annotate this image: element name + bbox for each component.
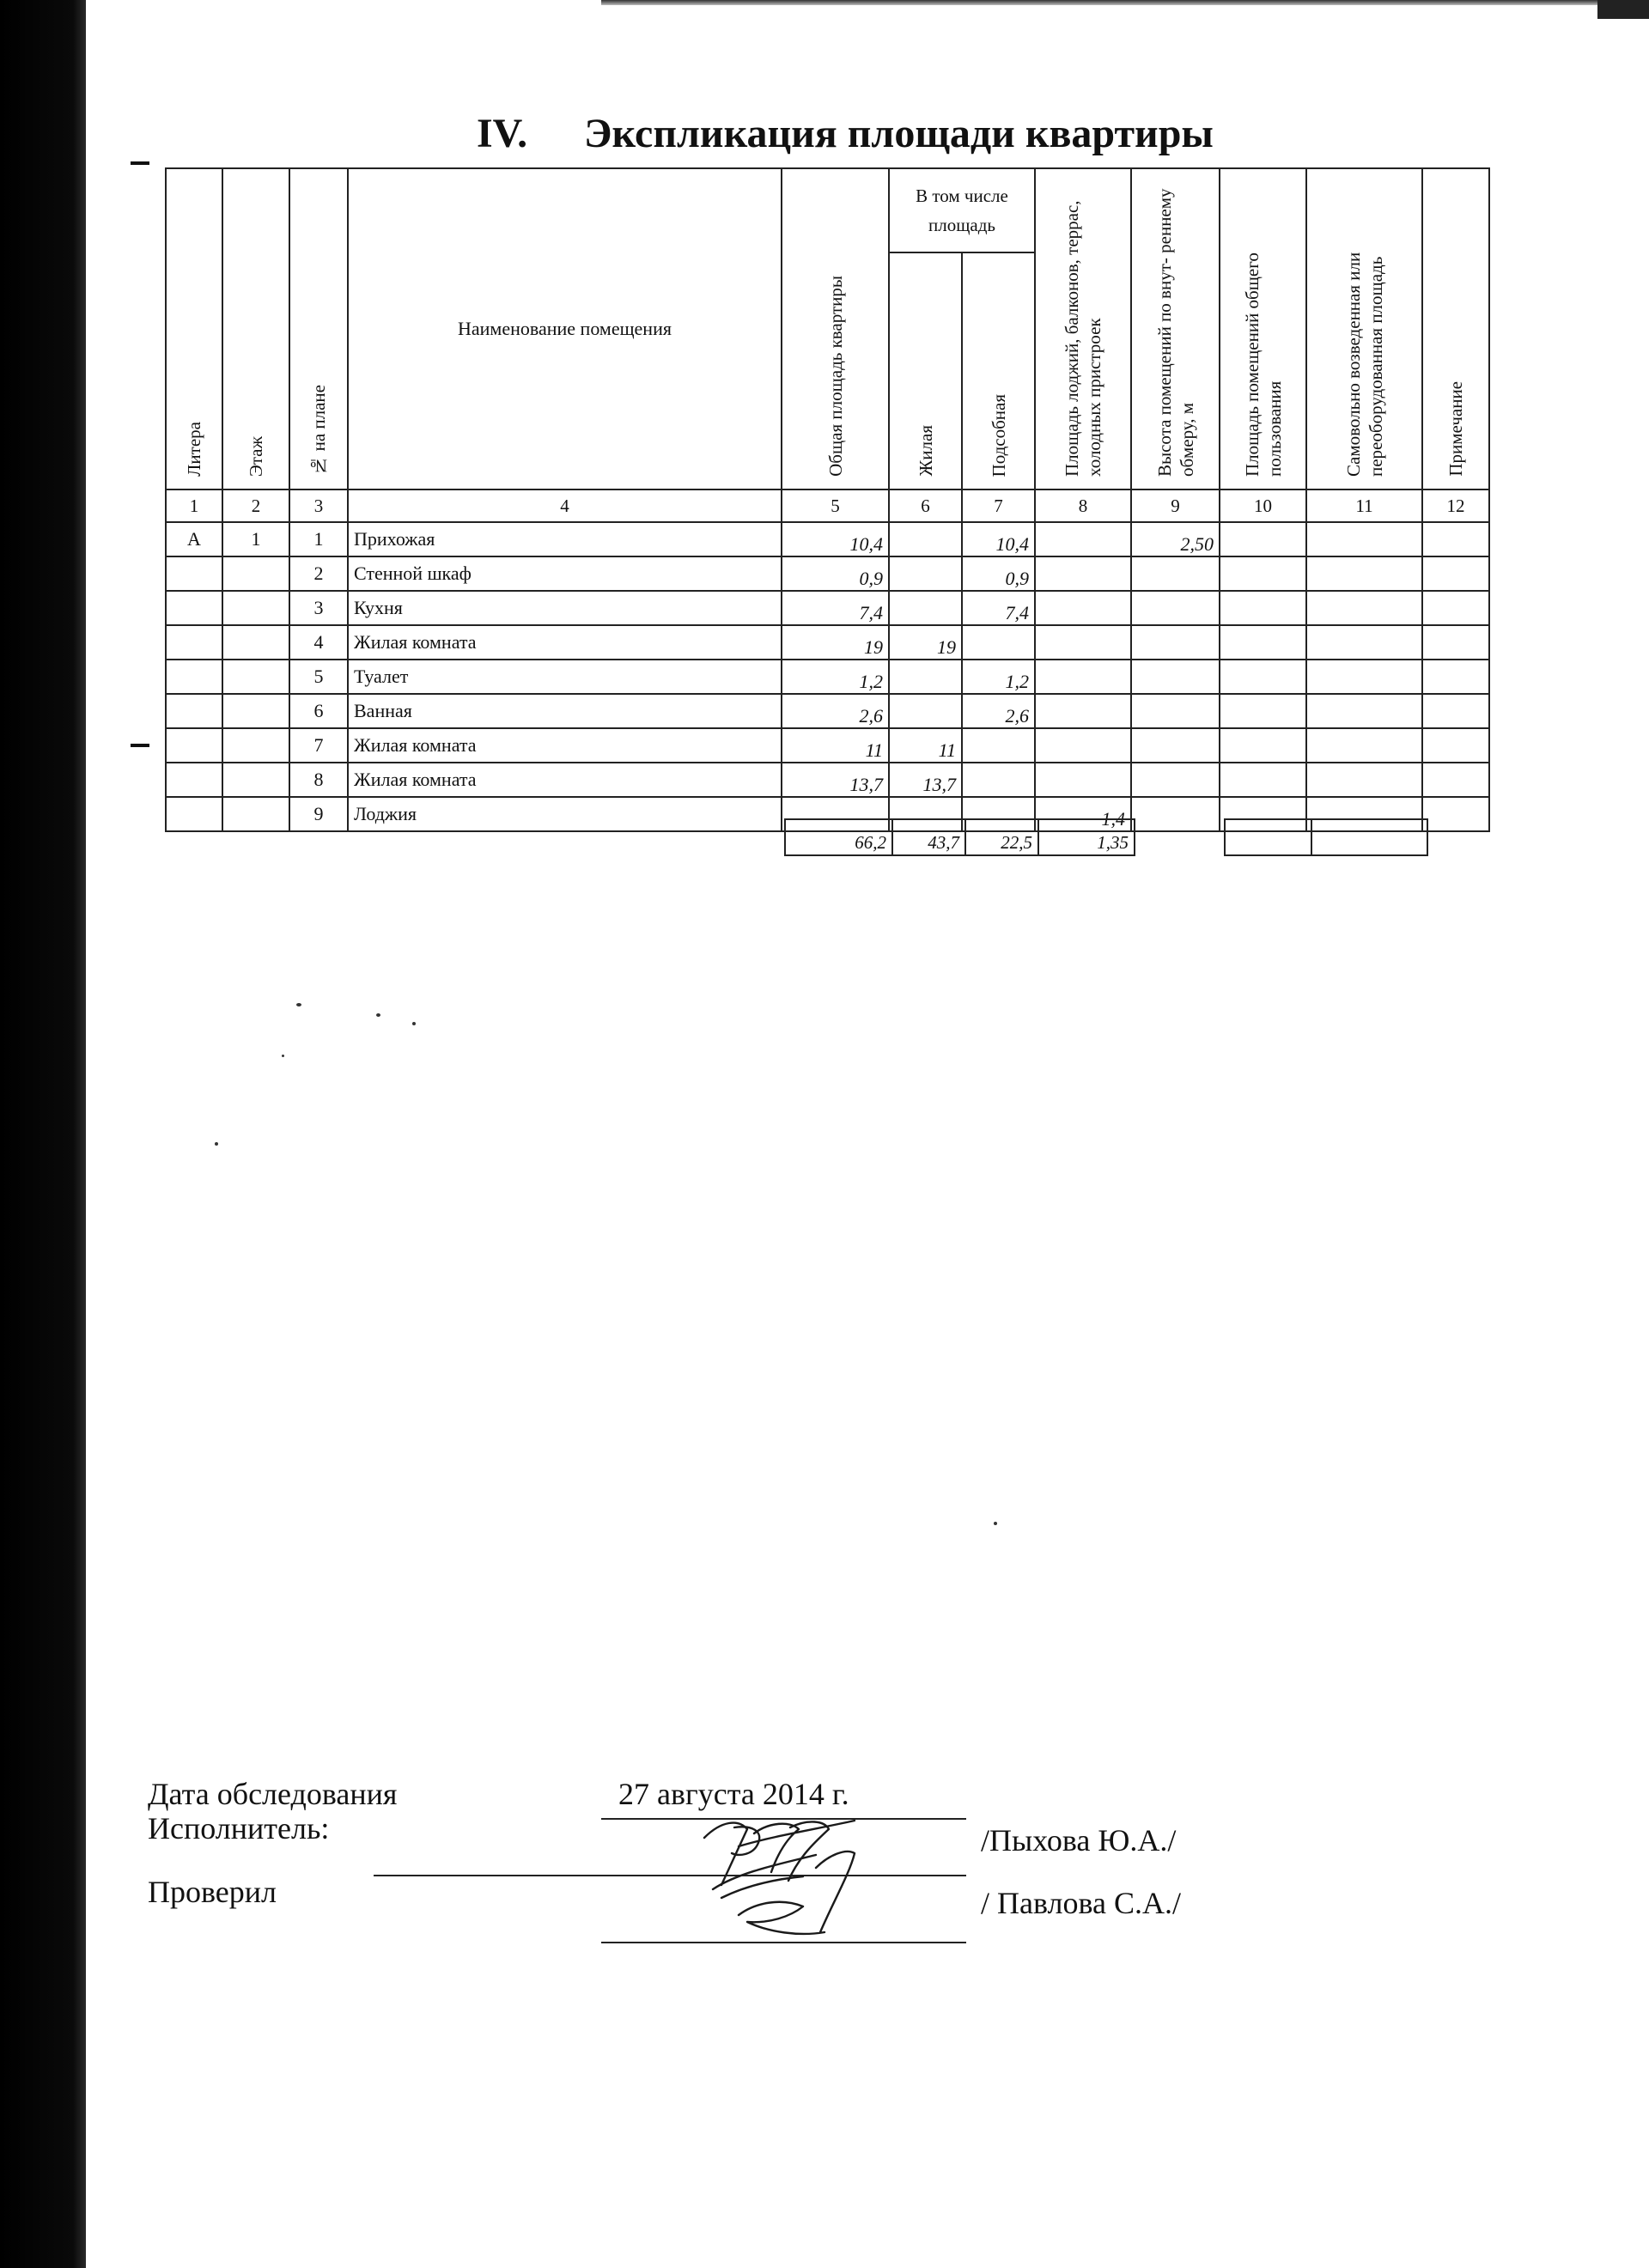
cell-aux: 10,4 [962,522,1035,556]
table-row [166,763,1489,797]
cell-etazh: 1 [222,522,289,556]
cell-total: 0,9 [782,556,889,591]
loggia-sum: 1,35 [1038,819,1135,855]
cell-no: 4 [289,625,348,660]
cell-unauthorized [1306,625,1422,660]
header-room-name: Наименование помещения [348,168,782,489]
cell-room-name: Жилая комната [348,763,782,797]
cell-litera [166,625,222,660]
cell-note [1422,763,1489,797]
table-row [166,591,1489,625]
title-text: Экспликация площади квартиры [584,111,1214,156]
cell-litera [166,797,222,831]
aux-sum: 22,5 [965,819,1038,855]
cell-room-name: Лоджия [348,797,782,831]
column-number: 12 [1422,489,1489,522]
section-number: IV. [477,111,528,156]
column-number: 10 [1220,489,1306,522]
cell-loggia [1035,728,1131,763]
total-sum: 66,2 [785,819,892,855]
header-loggia-area: Площадь лоджий, балконов, террас, холодных пристроек [1035,168,1131,489]
header-total-area: Общая площадь квартиры [782,168,889,489]
table-row [166,728,1489,763]
header-unauthorized: Самовольно возведенная или переоборудованная площадь [1306,168,1422,489]
cell-room-name: Стенной шкаф [348,556,782,591]
totals-common-table [1224,818,1428,856]
scan-dust [376,1013,380,1017]
executor-label: Исполнитель: [148,1811,330,1845]
totals-row [785,819,1135,855]
cell-note [1422,556,1489,591]
cell-total: 7,4 [782,591,889,625]
table-row [166,694,1489,728]
scan-dust [994,1522,997,1525]
cell-room-name: Жилая комната [348,728,782,763]
cell-loggia: 1,4 [1035,797,1131,831]
cell-aux: 2,6 [962,694,1035,728]
cell-no: 9 [289,797,348,831]
cell-common [1220,694,1306,728]
cell-height [1131,728,1220,763]
cell-height [1131,556,1220,591]
scan-tick-mark [131,161,149,165]
survey-date-label: Дата обследования [148,1777,398,1811]
cell-etazh [222,660,289,694]
unauthorized-sum [1311,819,1427,855]
cell-unauthorized [1306,522,1422,556]
column-number: 8 [1035,489,1131,522]
cell-etazh [222,591,289,625]
cell-loggia [1035,694,1131,728]
cell-living [889,556,962,591]
column-number: 4 [348,489,782,522]
cell-common [1220,660,1306,694]
cell-height: 2,50 [1131,522,1220,556]
cell-common [1220,625,1306,660]
explication-table [165,167,1490,832]
cell-etazh [222,625,289,660]
table-row [166,660,1489,694]
checker-name: / Павлова С.А./ [981,1886,1181,1920]
column-number: 3 [289,489,348,522]
cell-living: 11 [889,728,962,763]
cell-loggia [1035,591,1131,625]
cell-litera [166,728,222,763]
cell-note [1422,694,1489,728]
common-sum [1225,819,1311,855]
cell-note [1422,625,1489,660]
header-row [166,168,1489,252]
scan-dust [412,1022,416,1025]
cell-litera [166,763,222,797]
scan-corner-mark [1597,0,1649,19]
header-height: Высота помещений по внут- реннему обмеру, м [1131,168,1220,489]
cell-litera: А [166,522,222,556]
header-auxiliary: Подсобная [962,252,1035,489]
cell-etazh [222,728,289,763]
cell-common [1220,728,1306,763]
cell-loggia [1035,763,1131,797]
cell-height [1131,763,1220,797]
column-number: 2 [222,489,289,522]
cell-total: 19 [782,625,889,660]
column-number: 7 [962,489,1035,522]
cell-etazh [222,763,289,797]
cell-common [1220,556,1306,591]
cell-unauthorized [1306,660,1422,694]
cell-litera [166,694,222,728]
cell-no: 7 [289,728,348,763]
document-title [477,110,1250,157]
scan-dust [215,1142,218,1146]
cell-living [889,694,962,728]
cell-room-name: Жилая комната [348,625,782,660]
cell-aux: 1,2 [962,660,1035,694]
cell-aux: 0,9 [962,556,1035,591]
cell-no: 3 [289,591,348,625]
cell-height [1131,591,1220,625]
header-common-area: Площадь помещений общего пользования [1220,168,1306,489]
totals-area-table [784,818,1135,856]
cell-common [1220,591,1306,625]
cell-no: 8 [289,763,348,797]
totals-row [1225,819,1427,855]
table-row [166,522,1489,556]
header-note: Примечание [1422,168,1489,489]
cell-unauthorized [1306,694,1422,728]
cell-loggia [1035,522,1131,556]
living-sum: 43,7 [892,819,965,855]
cell-note [1422,797,1489,831]
cell-loggia [1035,556,1131,591]
cell-etazh [222,694,289,728]
cell-room-name: Ванная [348,694,782,728]
cell-total: 2,6 [782,694,889,728]
cell-litera [166,591,222,625]
cell-aux [962,625,1035,660]
scan-top-line [601,0,1649,5]
scan-dark-edge [0,0,86,2268]
cell-total: 10,4 [782,522,889,556]
cell-no: 1 [289,522,348,556]
cell-aux [962,763,1035,797]
signatures-image [687,1803,893,1949]
header-etazh: Этаж [222,168,289,489]
cell-etazh [222,556,289,591]
executor-name: /Пыхова Ю.А./ [981,1823,1177,1858]
column-number: 6 [889,489,962,522]
scan-dust [282,1055,284,1057]
cell-height [1131,694,1220,728]
header-no-plan: № на плане [289,168,348,489]
header-litera: Литера [166,168,222,489]
cell-common [1220,763,1306,797]
cell-room-name: Туалет [348,660,782,694]
survey-date-value: 27 августа 2014 г. [618,1777,849,1811]
cell-living [889,660,962,694]
cell-living [889,591,962,625]
scan-dust [296,1003,301,1006]
cell-note [1422,522,1489,556]
table-row [166,556,1489,591]
scan-tick-mark [131,744,149,747]
checked-label: Проверил [148,1875,277,1909]
cell-unauthorized [1306,591,1422,625]
cell-loggia [1035,660,1131,694]
cell-height [1131,797,1220,831]
cell-living: 19 [889,625,962,660]
cell-height [1131,660,1220,694]
cell-common [1220,522,1306,556]
cell-room-name: Кухня [348,591,782,625]
table-row [166,625,1489,660]
cell-unauthorized [1306,728,1422,763]
cell-note [1422,660,1489,694]
cell-room-name: Прихожая [348,522,782,556]
column-number: 9 [1131,489,1220,522]
cell-etazh [222,797,289,831]
cell-note [1422,728,1489,763]
column-number: 5 [782,489,889,522]
cell-no: 6 [289,694,348,728]
cell-litera [166,556,222,591]
header-including-group: В том числе площадь [889,168,1035,252]
cell-total: 11 [782,728,889,763]
cell-total: 13,7 [782,763,889,797]
cell-aux: 7,4 [962,591,1035,625]
cell-living: 13,7 [889,763,962,797]
cell-no: 2 [289,556,348,591]
column-number: 11 [1306,489,1422,522]
cell-no: 5 [289,660,348,694]
column-number: 1 [166,489,222,522]
cell-aux [962,728,1035,763]
cell-living [889,522,962,556]
cell-total: 1,2 [782,660,889,694]
cell-unauthorized [1306,556,1422,591]
cell-litera [166,660,222,694]
cell-height [1131,625,1220,660]
cell-note [1422,591,1489,625]
cell-unauthorized [1306,763,1422,797]
column-number-row [166,489,1489,522]
header-living: Жилая [889,252,962,489]
cell-loggia [1035,625,1131,660]
